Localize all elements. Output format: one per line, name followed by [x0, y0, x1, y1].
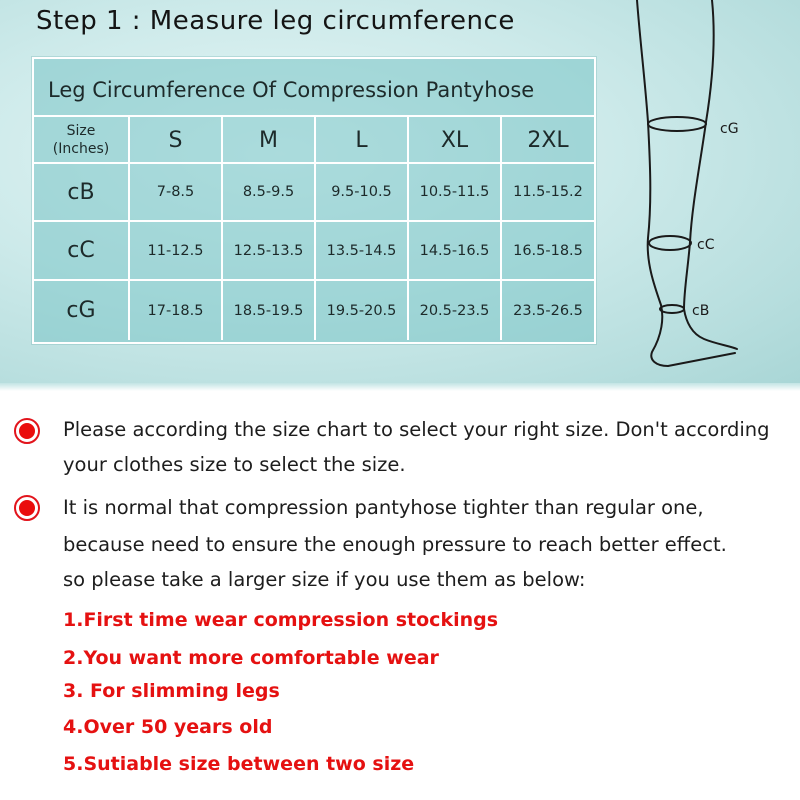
table-cell: 9.5-10.5	[316, 164, 409, 222]
diagram-label-cc: cC	[697, 237, 715, 253]
table-cell: 8.5-9.5	[223, 164, 316, 222]
leg-diagram	[610, 0, 800, 385]
size-header-label: Size	[66, 122, 96, 139]
banner-divider	[0, 383, 800, 391]
note-1-line-1: Please according the size chart to select your right size. Don't according	[63, 418, 770, 441]
column-header-l: L	[316, 117, 409, 164]
note-2-line-3: so please take a larger size if you use them as below:	[63, 568, 586, 591]
diagram-label-cg: cG	[720, 121, 739, 137]
table-cell: 18.5-19.5	[223, 281, 316, 340]
table-cell: 16.5-18.5	[502, 222, 594, 281]
column-header-xl: XL	[409, 117, 502, 164]
reason-item: 4.Over 50 years old	[63, 716, 273, 738]
size-chart-table	[32, 57, 596, 344]
reason-item: 1.First time wear compression stockings	[63, 609, 499, 631]
reason-item: 5.Sutiable size between two size	[63, 753, 415, 775]
size-header-cell	[34, 117, 130, 164]
table-cell: 23.5-26.5	[513, 302, 583, 319]
note-2-line-1: It is normal that compression pantyhose tighter than regular one,	[63, 496, 704, 519]
page-title: Step 1 : Measure leg circumference	[36, 6, 515, 36]
column-header-s: S	[130, 117, 223, 164]
table-cell: 11-12.5	[130, 222, 223, 281]
column-header-2xl: 2XL	[502, 117, 594, 164]
row-header-cc: cC	[34, 222, 130, 281]
table-cell: 14.5-16.5	[409, 222, 502, 281]
reason-item: 3. For slimming legs	[63, 680, 280, 702]
table-cell: 10.5-11.5	[409, 164, 502, 222]
reason-item: 2.You want more comfortable wear	[63, 647, 439, 669]
red-bullet-icon	[14, 495, 40, 521]
table-cell: 7-8.5	[130, 164, 223, 222]
header-banner	[0, 0, 800, 385]
table-cell: 12.5-13.5	[223, 222, 316, 281]
column-header-m: M	[223, 117, 316, 164]
table-cell: 13.5-14.5	[316, 222, 409, 281]
size-header-unit: (Inches)	[52, 140, 110, 157]
size-chart-grid	[34, 117, 594, 340]
table-cell: 17-18.5	[130, 281, 223, 340]
table-cell: 20.5-23.5	[409, 281, 502, 340]
table-title: Leg Circumference Of Compression Pantyhose	[34, 59, 594, 117]
note-2-line-2: because need to ensure the enough pressure to reach better effect.	[63, 533, 727, 556]
diagram-label-cb: cB	[692, 303, 710, 319]
row-header-cg: cG	[34, 281, 130, 340]
table-cell: 11.5-15.2	[502, 164, 594, 222]
table-cell: 19.5-20.5	[316, 281, 409, 340]
red-bullet-icon	[14, 418, 40, 444]
note-1-line-2: your clothes size to select the size.	[63, 453, 406, 476]
row-header-cb: cB	[34, 164, 130, 222]
